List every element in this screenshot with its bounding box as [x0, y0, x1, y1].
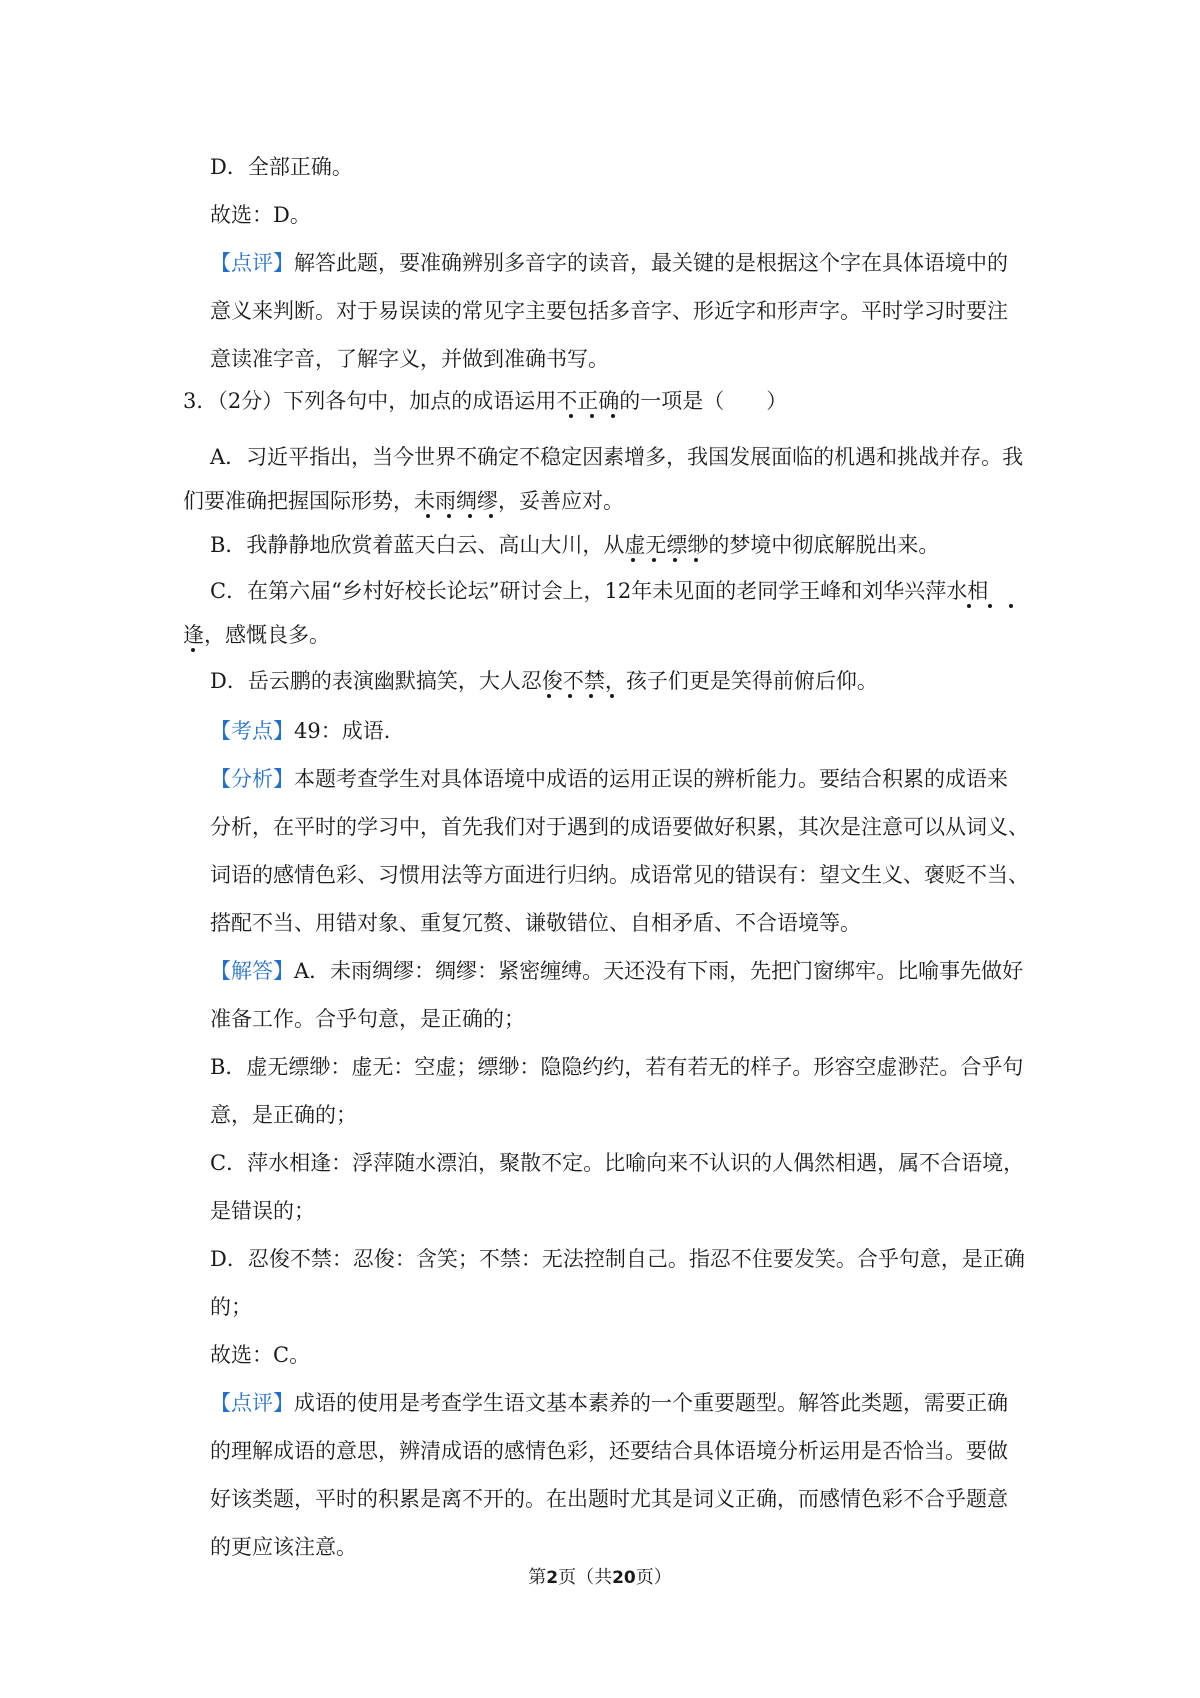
fenxi-line-4: 搭配不当、用错对象、重复冗赘、谦敬错位、自相矛盾、不合语境等。 — [210, 911, 861, 935]
footer-middle: 页（共 — [558, 1567, 613, 1588]
dianping-tag: 【点评】 — [210, 1391, 294, 1415]
jieda-line-3: B．虚无缥缈：虚无：空虚；缥缈：隐隐约约，若有若无的样子。形容空虚渺茫。合乎句 — [210, 1055, 1024, 1079]
dianping-text: 成语的使用是考查学生语文基本素养的一个重要题型。解答此类题，需要正确 — [294, 1391, 1008, 1415]
emphasis-dot — [547, 694, 551, 698]
jieda-tag: 【解答】 — [210, 959, 294, 983]
jieda-text: A．未雨绸缪：绸缪：紧密缠缚。天还没有下雨，先把门窗绑牢。比喻事先做好 — [294, 959, 1024, 983]
jieda-answer: 故选：C。 — [210, 1343, 311, 1367]
emphasis-dot — [694, 558, 698, 562]
jieda-line-7: D．忍俊不禁：忍俊：含笑；不禁：无法控制自己。指忍不住要发笑。合乎句意，是正确 — [210, 1247, 1025, 1271]
emphasis-dot — [426, 514, 430, 518]
jieda-line-1 — [210, 956, 1023, 986]
emphasis-dot — [631, 558, 635, 562]
kaodian-tag: 【考点】 — [210, 719, 294, 743]
fenxi-tag: 【分析】 — [210, 767, 294, 791]
jieda-line-4: 意，是正确的； — [210, 1103, 357, 1127]
emphasis-dot — [1009, 604, 1013, 608]
dianping-line-2: 的理解成语的意思，辨清成语的感情色彩，还要结合具体语境分析运用是否恰当。要做 — [210, 1439, 1008, 1463]
fenxi-line-2: 分析，在平时的学习中，首先我们对于遇到的成语要做好积累，其次是注意可以从词义、 — [210, 815, 1029, 839]
dianping-line-4: 的更应该注意。 — [210, 1535, 357, 1559]
footer-prefix: 第 — [528, 1567, 547, 1588]
comment-line-1 — [210, 248, 1008, 278]
jieda-line-2: 准备工作。合乎句意，是正确的； — [210, 1007, 525, 1031]
emphasis-dot — [652, 558, 656, 562]
comment-text: 解答此题，要准确辨别多音字的读音，最关键的是根据这个字在具体语境中的 — [294, 251, 1008, 275]
jieda-line-6: 是错误的； — [210, 1199, 315, 1223]
dianping-line-1 — [210, 1388, 1008, 1418]
emphasis-dot — [610, 694, 614, 698]
emphasis-dot — [447, 514, 451, 518]
option-c-line-2: 逢，感慨良多。 — [183, 623, 330, 647]
emphasis-dot — [489, 514, 493, 518]
kaodian-text: 49：成语． — [294, 719, 405, 743]
answer-line: 故选：D。 — [210, 203, 311, 227]
comment-line-3: 意读准字音，了解字义，并做到准确书写。 — [210, 347, 609, 371]
jieda-line-8: 的； — [210, 1295, 252, 1319]
emphasis-dot — [611, 414, 615, 418]
comment-line-2: 意义来判断。对于易误读的常见字主要包括多音字、形近字和形声字。平时学习时要注 — [210, 299, 1008, 323]
emphasis-dot — [468, 514, 472, 518]
emphasis-dot — [967, 604, 971, 608]
jieda-line-5: C．萍水相逢：浮萍随水漂泊，聚散不定。比喻向来不认识的人偶然相遇，属不合语境， — [210, 1151, 1025, 1175]
footer-total-pages: 20 — [612, 1568, 636, 1588]
page-footer — [0, 1566, 1200, 1590]
emphasis-dot — [988, 604, 992, 608]
option-d-text: D．全部正确。 — [210, 155, 353, 179]
option-a-line-1: A．习近平指出，当今世界不确定不稳定因素增多，我国发展面临的机遇和挑战并存。我 — [210, 445, 1024, 469]
option-a-line-2: 们要准确把握国际形势，未雨绸缪，妥善应对。 — [183, 489, 624, 513]
dianping-line-3: 好该类题，平时的积累是离不开的。在出题时尤其是词义正确，而感情色彩不合乎题意 — [210, 1487, 1008, 1511]
emphasis-dot — [590, 414, 594, 418]
footer-suffix: 页） — [635, 1567, 672, 1588]
footer-page-number: 2 — [546, 1568, 559, 1588]
option-c-line-1: C．在第六届“乡村好校长论坛”研讨会上，12年未见面的老同学王峰和刘华兴萍水相 — [210, 579, 989, 603]
emphasis-dot — [673, 558, 677, 562]
question-3-stem: 3．（2分）下列各句中，加点的成语运用不正确的一项是（ ） — [183, 389, 788, 413]
emphasis-dot — [191, 648, 195, 652]
kaodian-line — [210, 716, 405, 746]
fenxi-line-3: 词语的感情色彩、习惯用法等方面进行归纳。成语常见的错误有：望文生义、褒贬不当、 — [210, 863, 1029, 887]
fenxi-text: 本题考查学生对具体语境中成语的运用正误的辨析能力。要结合积累的成语来 — [294, 767, 1008, 791]
emphasis-dot — [589, 694, 593, 698]
option-d: D．岳云鹏的表演幽默搞笑，大人忍俊不禁，孩子们更是笑得前俯后仰。 — [210, 669, 878, 693]
emphasis-dot — [569, 414, 573, 418]
fenxi-line-1 — [210, 764, 1008, 794]
emphasis-dot — [568, 694, 572, 698]
option-b: B．我静静地欣赏着蓝天白云、高山大川，从虚无缥缈的梦境中彻底解脱出来。 — [210, 533, 940, 557]
comment-tag: 【点评】 — [210, 251, 294, 275]
